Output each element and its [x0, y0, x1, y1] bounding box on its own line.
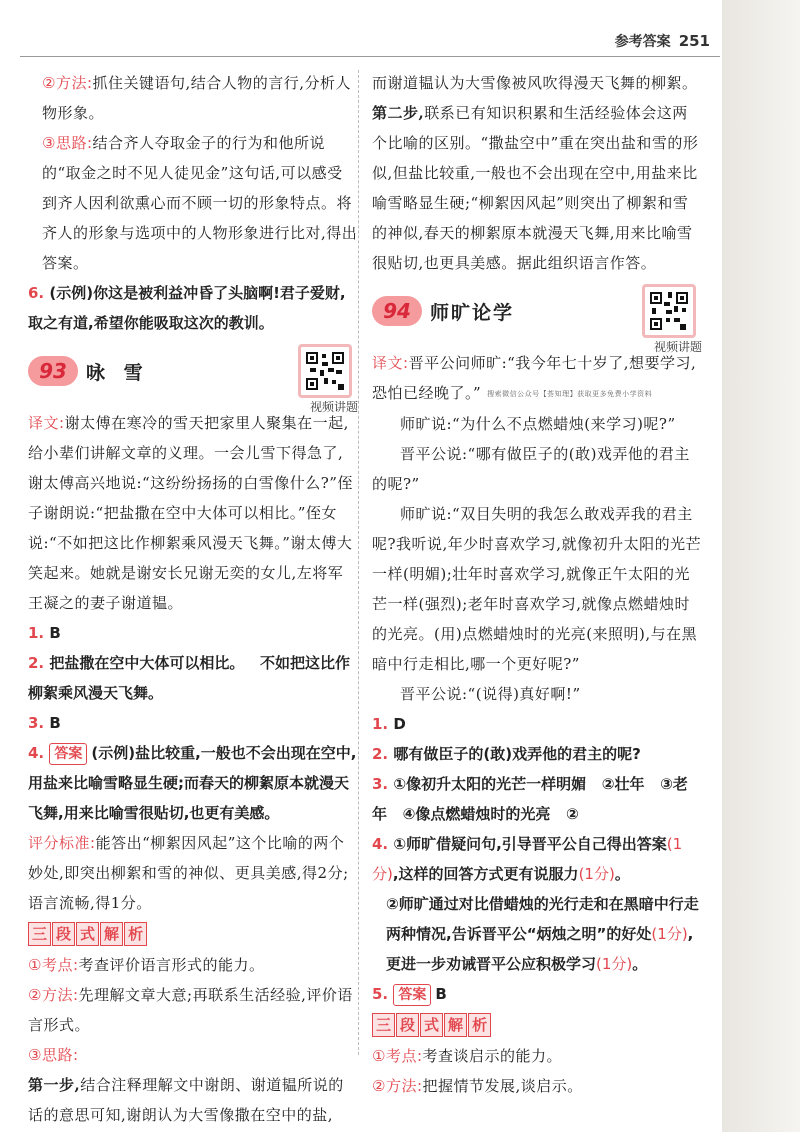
page-edge-shadow	[722, 0, 800, 1132]
test-point: ①考点:考查谈启示的能力。	[372, 1047, 563, 1065]
qr-caption: 视频讲题	[309, 400, 358, 414]
qr-caption: 视频讲题	[653, 340, 702, 354]
header-label: 参考答案	[614, 34, 671, 50]
answer-6: 6. (示例)你这是被利益冲昏了头脑啊!君子爱财,取之有道,希望你能吸取这次的教训。	[28, 284, 346, 332]
section-93-header	[28, 344, 358, 414]
qr-code-icon[interactable]	[298, 344, 352, 398]
answer-3: 3. ①像初升太阳的光芒一样明媚 ②壮年 ③老年 ④像点燃蜡烛时的光亮 ②	[372, 775, 688, 823]
qr-code-icon[interactable]	[642, 284, 696, 338]
three-step-analysis-label: 三 段 式 解 析	[28, 922, 148, 946]
step-1-continued: 而谢道韫认为大雪像被风吹得漫天飞舞的柳絮。	[372, 74, 698, 92]
translation-p2: 师旷说:“为什么不点燃蜡烛(来学习)呢?”	[400, 415, 676, 433]
answer-1: 1. D	[372, 715, 406, 733]
page-header	[490, 30, 710, 52]
translation-p1: 译文:晋平公问师旷:“我今年七十岁了,想要学习,恐怕已经晚了。” 搜索微信公众号【荟知理】获取更多免费小学资料	[372, 354, 697, 402]
translation: 译文:谢太傅在寒冷的雪天把家里人聚集在一起,给小辈们讲解文章的义理。一会儿雪下得急了,谢太傅高兴地说:“这纷纷扬扬的白雪像什么?”侄子谢朗说:“把盐撒在空中大体可以相比。”侄女说:“不如把这比作柳絮乘风漫天飞舞。”谢太傅大笑起来。她就是谢安长兄谢无奕的女儿,左将军王凝之的妻子谢道韫。	[28, 414, 353, 612]
scoring-standard: 评分标准:能答出“柳絮因风起”这个比喻的两个妙处,即突出柳絮和雪的神似、更具美感,得2分;语言流畅,得1分。	[28, 834, 349, 912]
section-title: 咏 雪	[86, 362, 149, 384]
section-badge: 93	[28, 356, 78, 386]
method: ②方法:先理解文章大意;再联系生活经验,评价语言形式。	[28, 986, 353, 1034]
answer-1: 1. B	[28, 624, 61, 642]
three-step-analysis-label: 三 段 式 解 析	[372, 1013, 492, 1037]
section-94-header	[372, 284, 702, 354]
answer-tag: 答案	[49, 743, 87, 765]
answer-4: 4. 答案 (示例)盐比较重,一般也不会出现在空中,用盐来比喻雪略显生硬;而春天的柳絮原本就漫天飞舞,用来比喻雪很贴切,也更有美感。	[28, 744, 357, 822]
section-badge: 94	[372, 296, 422, 326]
method-item: ②方法:抓住关键语句,结合人物的言行,分析人物形象。	[42, 74, 352, 122]
answer-2: 2. 把盐撒在空中大体可以相比。 不如把这比作柳絮乘风漫天飞舞。	[28, 654, 351, 702]
page-number: 251	[678, 32, 710, 50]
watermark-note: 搜索微信公众号【荟知理】获取更多免费小学资料	[487, 390, 653, 398]
answer-3: 3. B	[28, 714, 61, 732]
answer-4-part1: 4. ①师旷借疑问句,引导晋平公自己得出答案(1分),这样的回答方式更有说服力(1分)。	[372, 835, 683, 883]
header-rule	[20, 56, 720, 57]
step-2: 第二步,联系已有知识积累和生活经验体会这两个比喻的区别。“撒盐空中”重在突出盐和雪的形似,但盐比较重,一般也不会出现在空中,用盐来比喻雪略显生硬;“柳絮因风起”则突出了柳絮和雪的神似,春天的柳絮原本就漫天飞舞,用来比喻雪很贴切,也更具美感。据此组织语言作答。	[372, 104, 699, 272]
section-title: 师旷论学	[430, 302, 515, 324]
step-1: 第一步,结合注释理解文中谢朗、谢道韫所说的话的意思可知,谢朗认为大雪像撒在空中的盐,	[28, 1076, 344, 1124]
translation-p5: 晋平公说:“(说得)真好啊!”	[400, 685, 581, 703]
right-column	[372, 68, 702, 1101]
thinking-item: ③思路:结合齐人夺取金子的行为和他所说的“取金之时不见人徒见金”这句话,可以感受到齐人因利欲熏心而不顾一切的形象特点。将齐人的形象与选项中的人物形象进行比对,得出答案。	[42, 134, 358, 272]
translation-p4: 师旷说:“双目失明的我怎么敢戏弄我的君主呢?我听说,年少时喜欢学习,就像初升太阳的光芒一样(明媚);壮年时喜欢学习,就像正午太阳的光芒一样(强烈);老年时喜欢学习,就像点燃蜡烛时的光亮。(用)点燃蜡烛时的光亮(来照明),与在黑暗中行走相比,哪一个更好呢?”	[372, 505, 702, 673]
test-point: ①考点:考查评价语言形式的能力。	[28, 956, 265, 974]
answer-tag: 答案	[393, 984, 431, 1006]
answer-5: 5. 答案 B	[372, 979, 702, 1009]
thinking: ③思路:	[28, 1046, 79, 1064]
translation-p3: 晋平公说:“哪有做臣子的(敢)戏弄他的君主的呢?”	[372, 445, 690, 493]
answer-4-part2: ②师旷通过对比借蜡烛的光行走和在黑暗中行走两种情况,告诉晋平公“炳烛之明”的好处(1分),更进一步劝诫晋平公应积极学习(1分)。	[386, 895, 699, 973]
column-separator	[358, 70, 359, 1055]
answer-2: 2. 哪有做臣子的(敢)戏弄他的君主的呢?	[372, 745, 641, 763]
left-column	[28, 68, 358, 1130]
method: ②方法:把握情节发展,谈启示。	[372, 1077, 583, 1095]
